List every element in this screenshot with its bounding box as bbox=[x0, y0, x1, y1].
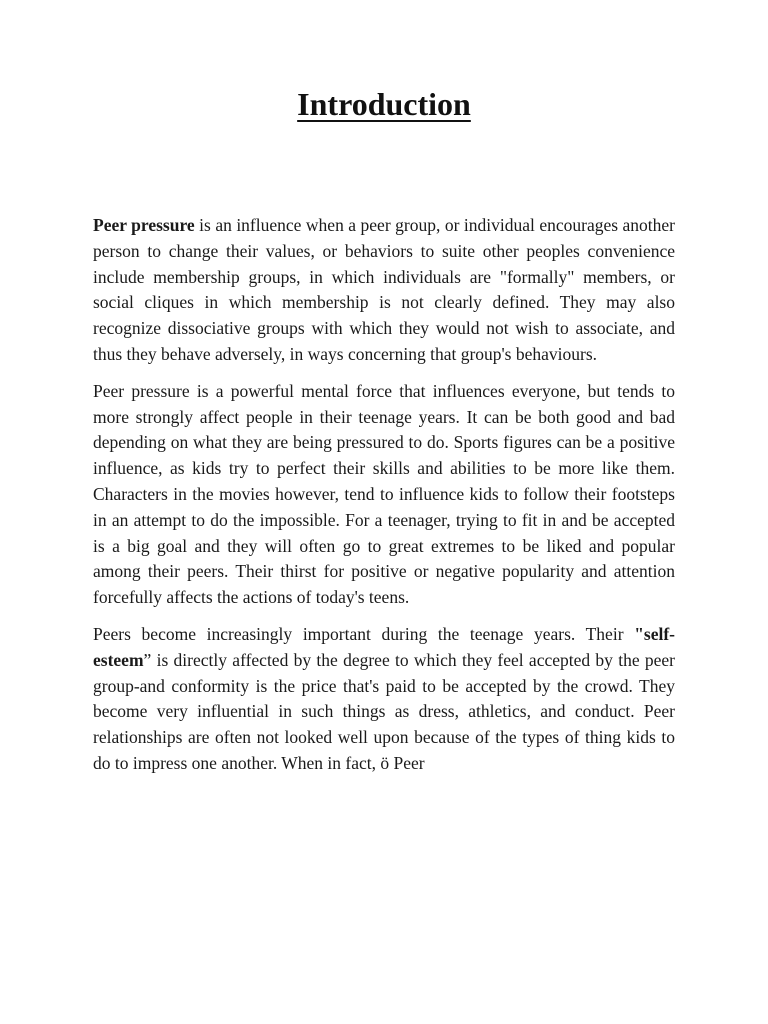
paragraph-3-text-a: Peers become increasingly important during the teenage years. Their bbox=[93, 623, 635, 644]
behaviors-term: behaviors bbox=[344, 240, 413, 261]
paragraph-3 bbox=[93, 622, 675, 777]
values-term: values bbox=[265, 240, 311, 261]
peer-pressure-term: Peer pressure bbox=[93, 215, 195, 235]
self-esteem-term: "self-esteem bbox=[93, 623, 675, 670]
document-body bbox=[93, 213, 675, 788]
paragraph-3-text-b: ” is directly affected by the degree to which they feel accepted by the peer group-and conformity is the price that's paid to be accepted by the crowd. They become very influential in such things as dress, athletics, and conduct. Peer relationships are often not looked well upon because of the types of thing kids to do to impress one another. When in fact, ö Peer bbox=[93, 649, 675, 773]
page-title: Introduction bbox=[297, 86, 471, 122]
paragraph-1-text-a: is an influence when a peer group, or individual encourages another person to change their bbox=[93, 215, 675, 261]
paragraph-1-text-c: to suite other peoples convenience include membership groups, in which individuals are "formally" members, or social cliques in which membership is not clearly defined. They may also recognize dissociative groups with which they would not wish to associate, and thus they behave adversely, in ways concerning that group's behaviours. bbox=[93, 240, 676, 364]
paragraph-1 bbox=[93, 213, 675, 368]
paragraph-2: Peer pressure is a powerful mental force that influences everyone, but tends to more strongly affect people in their teenage years. It can be both good and bad depending on what they are being pressured to do. Sports figures can be a positive influence, as kids try to perfect their skills and abilities to be more like them. Characters in the movies however, tend to influence kids to follow their footsteps in an attempt to do the impossible. For a teenager, trying to fit in and be accepted is a big goal and they will often go to great extremes to be liked and popular among their peers. Their thirst for positive or negative popularity and attention forcefully affects the actions of today's teens. bbox=[93, 380, 675, 608]
paragraph-1-text-b: , or bbox=[310, 240, 345, 261]
